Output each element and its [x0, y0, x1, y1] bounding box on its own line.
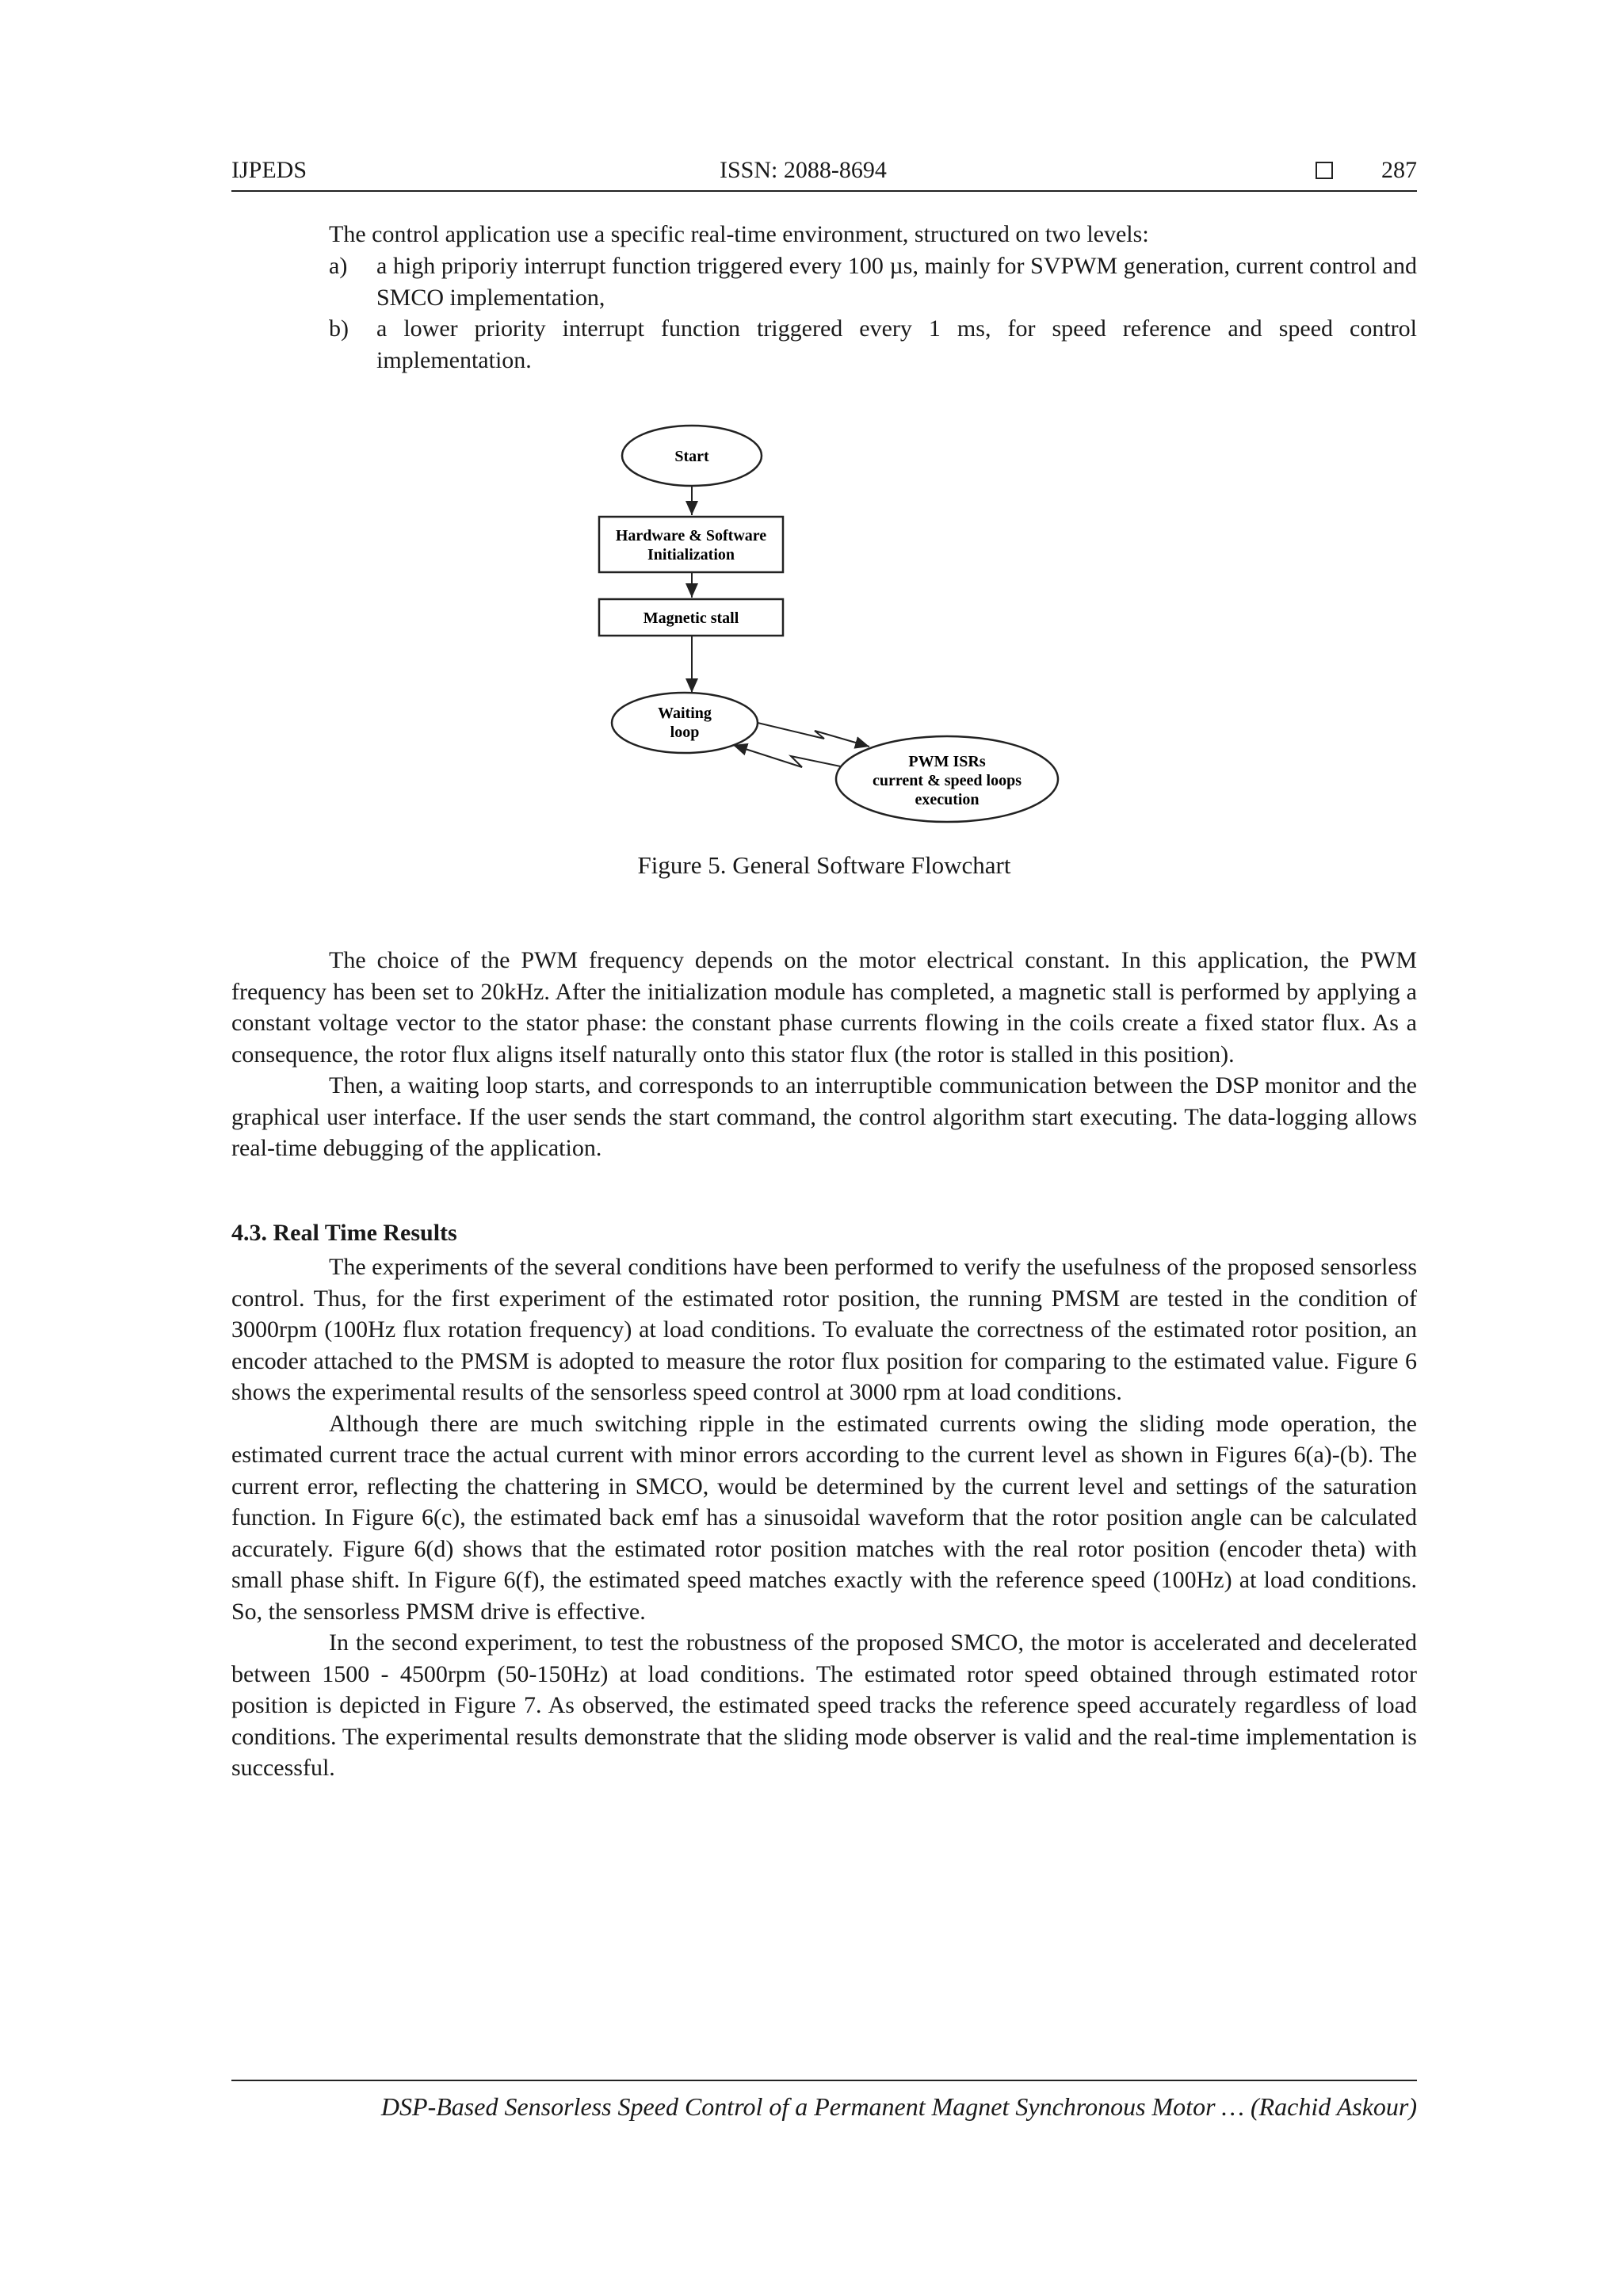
stall-label: Magnetic stall: [643, 609, 739, 627]
paragraph: In the second experiment, to test the robustness of the proposed SMCO, the motor is accelerated and decelerated between 1500 - 4500rpm (50-150Hz) at load conditions. The estimated rotor speed obtained through estimated rotor position is depicted in Figure 7. As observed, the estimated speed tracks the reference speed accurately regardless of load conditions. The experimental results demonstrate that the sliding mode observer is valid and the real-time implementation is successful.: [231, 1629, 1417, 1781]
list-item-text: a lower priority interrupt function triggered every 1 ms, for speed reference and speed control implementation.: [376, 315, 1417, 373]
paragraph: The choice of the PWM frequency depends on the motor electrical constant. In this application, the PWM frequency has been set to 20kHz. After the initialization module has completed, a magnetic stall is performed by applying a constant voltage vector to the stator phase: the constant phase currents flowing in the coils create a fixed stator flux. As a consequence, the rotor flux aligns itself naturally onto this stator flux (the rotor is stalled in this position).: [231, 947, 1417, 1068]
levels-list: [329, 250, 1417, 376]
init-node: [599, 517, 783, 572]
figure-caption: Figure 5. General Software Flowchart: [637, 851, 1011, 879]
waiting-label-line1: Waiting: [658, 705, 712, 722]
isr-label-line1: PWM ISRs: [908, 753, 986, 770]
page-number: 287: [1381, 157, 1417, 183]
list-marker: a): [329, 253, 348, 279]
list-item: [329, 313, 1417, 376]
section-title: 4.3. Real Time Results: [231, 1220, 457, 1246]
paragraph: Then, a waiting loop starts, and corresponds to an interruptible communication between the DSP monitor and the graphical user interface. If the user sends the start command, the control algorithm start executing. The data-logging allows real-time debugging of the application.: [231, 1072, 1417, 1161]
init-label-line1: Hardware & Software: [615, 527, 767, 544]
issn: ISSN: 2088-8694: [720, 157, 887, 183]
intro-text: The control application use a specific real-time environment, structured on two levels:: [329, 221, 1149, 247]
paragraph: Although there are much switching ripple in the estimated currents owing the sliding mode operation, the estimated current trace the actual current with minor errors according to the current level as shown in Figures 6(a)-(b). The current error, reflecting the chattering in SMCO, would be determined by the current level and settings of the saturation function. In Figure 6(c), the estimated back emf has a sinusoidal waveform that the rotor position angle can be calculated accurately. Figure 6(d) shows that the estimated rotor position matches with the real rotor position (encoder theta) with small phase shift. In Figure 6(f), the estimated speed matches exactly with the reference speed (100Hz) at load conditions. So, the sensorless PMSM drive is effective.: [231, 1410, 1417, 1625]
square-icon: [1316, 162, 1333, 179]
page-header: [231, 155, 1417, 192]
waiting-node: [612, 693, 758, 753]
journal-name: IJPEDS: [231, 157, 307, 183]
isr-label-line3: execution: [915, 791, 980, 808]
flowchart-figure: [586, 412, 1078, 840]
paragraph: The experiments of the several conditions have been performed to verify the usefulness of the proposed sensorless control. Thus, for the first experiment of the estimated rotor position, the running PMSM are tested in the condition of 3000rpm (100Hz flux rotation frequency) at load conditions. To evaluate the correctness of the estimated rotor position, an encoder attached to the PMSM is adopted to measure the rotor flux position for comparing to the estimated value. Figure 6 shows the experimental results of the sensorless speed control at 3000 rpm at load conditions.: [231, 1254, 1417, 1405]
init-label-line2: Initialization: [647, 546, 735, 563]
start-label: Start: [674, 448, 709, 465]
list-item-text: a high priporiy interrupt function triggered every 100 µs, mainly for SVPWM generation, current control and SMCO implementation,: [376, 253, 1417, 311]
isr-label-line2: current & speed loops: [873, 772, 1022, 789]
page-footer: DSP-Based Sensorless Speed Control of a Permanent Magnet Synchronous Motor … (Rachid Askour): [231, 2080, 1417, 2122]
waiting-label-line2: loop: [670, 724, 700, 741]
interrupt-arrow-out: [758, 723, 869, 747]
body-section-1: [231, 945, 1417, 1164]
list-item: [329, 250, 1417, 313]
body-section-2: [231, 1251, 1417, 1784]
list-marker: b): [329, 315, 349, 342]
interrupt-arrow-back: [733, 745, 852, 769]
